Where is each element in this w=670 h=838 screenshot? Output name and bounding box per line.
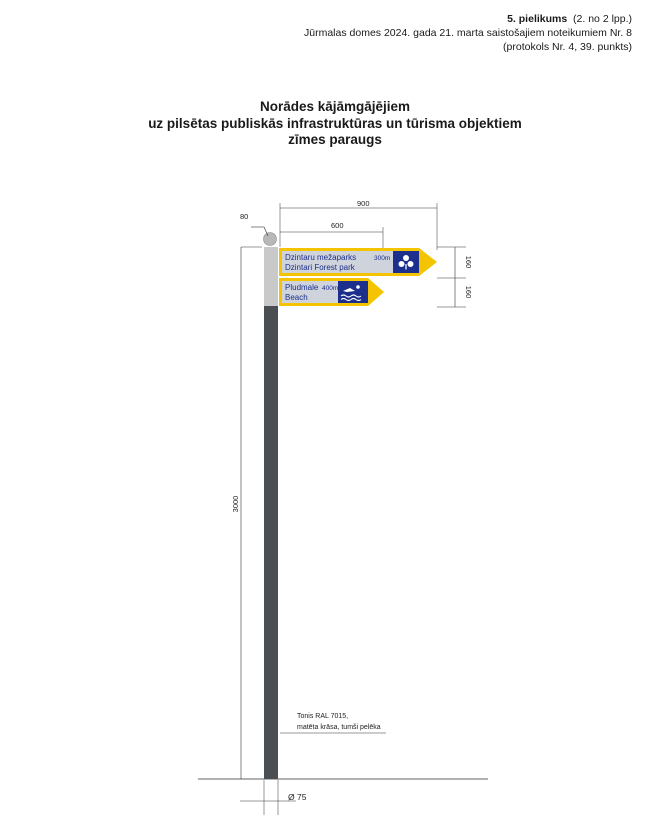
height-160-top: 160 (464, 255, 473, 269)
sign-1-distance: 300m (374, 255, 391, 262)
title-line-3: zīmes paraugs (288, 132, 382, 147)
sign-2-name-lv: Pludmale (285, 283, 319, 292)
regulation-reference: Jūrmalas domes 2024. gada 21. marta saistošajiem noteikumiem Nr. 8 (304, 27, 632, 39)
sign-2-icon-panel (338, 281, 368, 303)
width-600-dimension: 600 (331, 221, 344, 230)
width-900-dimension: 900 (357, 199, 370, 208)
sign-1-name-en: Dzintari Forest park (285, 263, 355, 272)
pole-cap (264, 233, 277, 246)
appendix-label: 5. pielikums (507, 13, 568, 25)
pole-diameter: Ø 75 (288, 792, 307, 802)
pole-upper-section (264, 247, 278, 306)
pole-height-dimension: 3000 (231, 495, 240, 513)
title-line-1: Norādes kājāmgājējiem (259, 99, 411, 114)
pole-note-line-2: matēta krāsa, tumši pelēka (297, 724, 381, 731)
pole-note-line-1: Tonis RAL 7015, (297, 713, 349, 720)
sign-2-distance: 400m (322, 285, 339, 292)
title-line-2: uz pilsētas publiskās infrastruktūras un tūrisma objektiem (148, 115, 522, 131)
protocol-reference: (protokols Nr. 4, 39. punkts) (503, 41, 632, 53)
direction-sign-forest-park (279, 248, 437, 276)
sign-2-name-en: Beach (285, 293, 308, 302)
sign-1-icon-panel (393, 251, 419, 273)
height-160-bottom: 160 (464, 285, 473, 299)
cap-dimension: 80 (240, 212, 249, 221)
direction-sign-beach (279, 278, 384, 306)
sign-1-name-lv: Dzintaru mežaparks (285, 253, 357, 262)
page-note: (2. no 2 lpp.) (573, 13, 632, 25)
pole-lower-section (264, 306, 278, 779)
